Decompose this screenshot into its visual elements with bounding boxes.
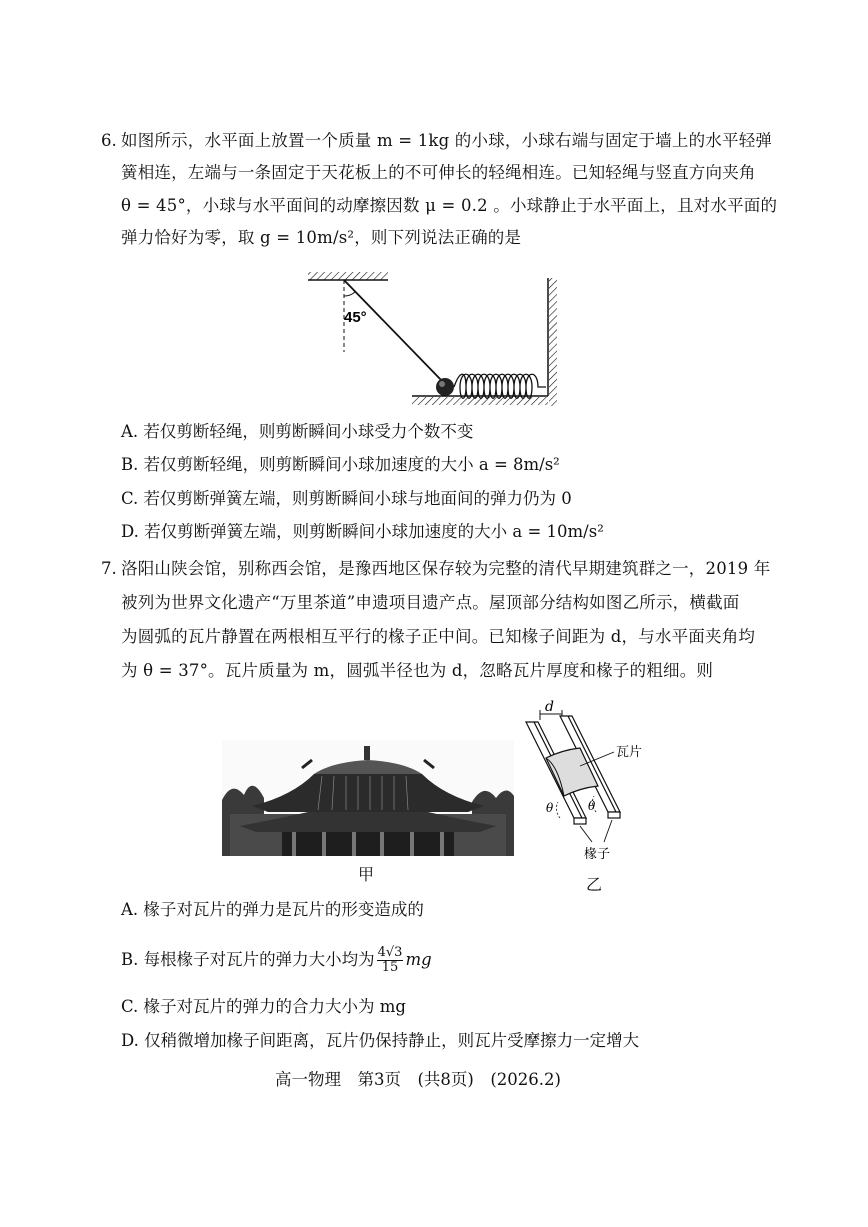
- label-d: d: [545, 700, 554, 715]
- q6-line-2: 簧相连，左端与一条固定于天花板上的不可伸长的轻绳相连。已知轻绳与竖直方向夹角: [121, 163, 756, 182]
- wall-hatch: [549, 278, 557, 406]
- label-tile: 瓦片: [616, 745, 643, 760]
- caption-yi: 乙: [586, 875, 603, 894]
- angle-arc: [344, 292, 355, 296]
- q7-option-b-fraction: [377, 946, 404, 975]
- rope: [344, 280, 443, 382]
- q7-option-c: C. 椽子对瓦片的弹力的合力大小为 mg: [121, 997, 406, 1016]
- tile: [546, 748, 598, 796]
- ceiling-hatch: [308, 272, 388, 280]
- q6-option-c: C. 若仅剪断弹簧左端，则剪断瞬间小球与地面间的弹力仍为 0: [121, 489, 572, 508]
- fraction-numerator: 4√3: [377, 945, 403, 960]
- ball: [436, 378, 454, 396]
- rafter-tile-figure: [518, 700, 658, 868]
- building-photo: [222, 740, 514, 856]
- label-theta-right: θ: [588, 799, 596, 813]
- fraction-denominator: 15: [381, 960, 399, 975]
- q7-option-b: [121, 946, 432, 975]
- q6-number: 6.: [101, 131, 117, 150]
- q6-option-b: B. 若仅剪断轻绳，则剪断瞬间小球加速度的大小 a = 8m/s²: [121, 455, 560, 474]
- q7-number: 7.: [101, 559, 117, 578]
- label-theta-left: θ: [546, 801, 554, 815]
- q6-option-d: D. 若仅剪断弹簧左端，则剪断瞬间小球加速度的大小 a = 10m/s²: [121, 522, 604, 541]
- caption-jia: 甲: [358, 865, 375, 884]
- label-rafter: 椽子: [584, 847, 611, 862]
- q7-line-1: 洛阳山陕会馆，别称西会馆，是豫西地区保存较为完整的清代早期建筑群之一，2019 年: [121, 559, 771, 578]
- q6-line-3: θ = 45°，小球与水平面间的动摩擦因数 μ = 0.2 。小球静止于水平面上，且对水平面的: [121, 196, 778, 215]
- floor-hatch: [412, 397, 548, 405]
- q6-line-4: 弹力恰好为零，取 g = 10m/s²，则下列说法正确的是: [121, 228, 522, 247]
- q6-line-1: 如图所示，水平面上放置一个质量 m = 1kg 的小球，小球右端与固定于墙上的水平轻弹: [121, 131, 773, 150]
- angle-label: 45°: [344, 309, 367, 326]
- q6-option-a: A. 若仅剪断轻绳，则剪断瞬间小球受力个数不变: [121, 422, 474, 441]
- q6-figure: [300, 268, 570, 410]
- page-footer: 高一物理 第3页 (共8页) (2026.2): [275, 1070, 561, 1089]
- spring: [454, 374, 546, 398]
- q7-option-d: D. 仅稍微增加椽子间距离，瓦片仍保持静止，则瓦片受摩擦力一定增大: [121, 1031, 640, 1050]
- q7-line-4: 为 θ = 37°。瓦片质量为 m，圆弧半径也为 d，忽略瓦片厚度和椽子的粗细。则: [121, 661, 714, 680]
- q7-option-a: A. 椽子对瓦片的弹力是瓦片的形变造成的: [121, 900, 424, 919]
- q7-line-3: 为圆弧的瓦片静置在两根相互平行的椽子正中间。已知椽子间距为 d，与水平面夹角均: [121, 627, 756, 646]
- q7-line-2: 被列为世界文化遗产“万里茶道”申遗项目遗产点。屋顶部分结构如图乙所示，横截面: [121, 593, 740, 612]
- q7-option-b-suffix: mg: [405, 950, 432, 969]
- q7-option-b-prefix: B. 每根椽子对瓦片的弹力大小均为: [121, 950, 375, 969]
